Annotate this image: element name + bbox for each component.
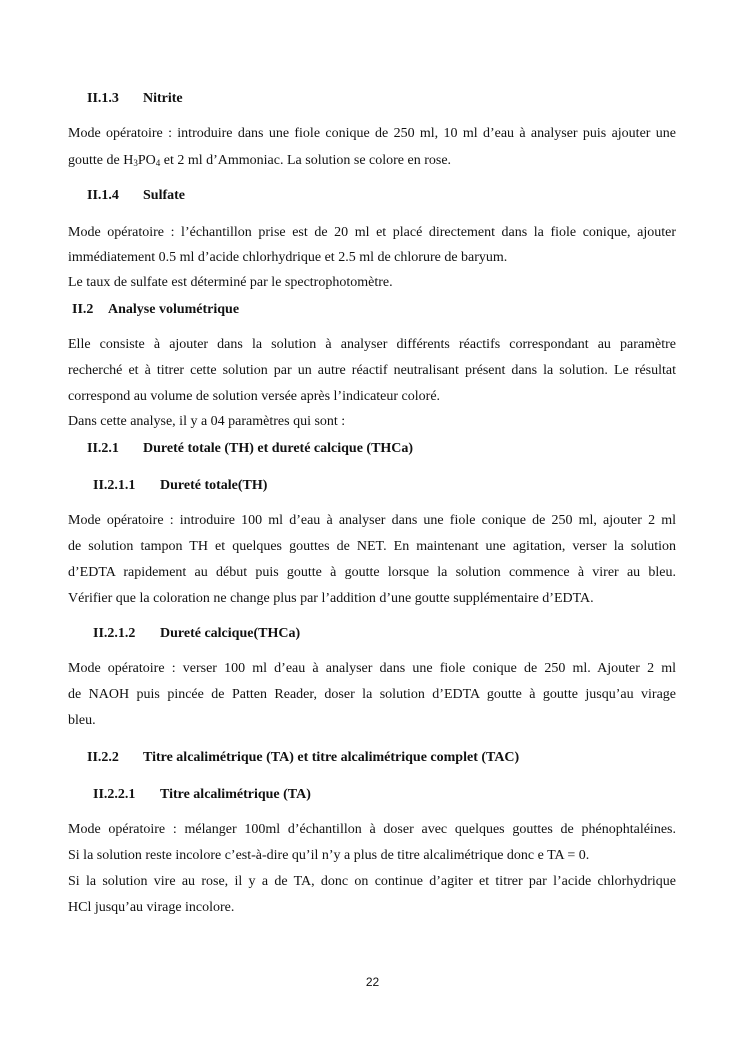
sulfate-line-1: Mode opératoire : l’échantillon prise est de 20 ml et placé directement dans la fiole conique, ajouter [68, 225, 676, 240]
subscript: 4 [155, 158, 161, 168]
heading-volumetric [72, 301, 240, 319]
ta-line-4: HCl jusqu’au virage incolore. [68, 900, 235, 915]
thca-line-1: Mode opératoire : verser 100 ml d’eau à analyser dans une fiole conique de 250 ml. Ajouter 2 ml [68, 661, 676, 676]
heading-number: II.2.1 [87, 441, 119, 456]
heading-title: Dureté totale(TH) [160, 478, 268, 493]
th-line-2: de solution tampon TH et quelques gouttes de NET. En maintenant une agitation, verser la solution [68, 539, 676, 554]
heading-number: II.1.4 [87, 188, 119, 203]
ta-line-1: Mode opératoire : mélanger 100ml d’échantillon à doser avec quelques gouttes de phénophtaléines. [68, 822, 676, 837]
nitrite-line-1: Mode opératoire : introduire dans une fiole conique de 250 ml, 10 ml d’eau à analyser puis ajouter une [68, 126, 676, 141]
volumetric-line-2: recherché et à titrer cette solution par un autre réactif neutralisant présent dans la solution. Le résultat [68, 363, 676, 378]
heading-title: Nitrite [143, 91, 183, 106]
heading-number: II.1.3 [87, 91, 119, 106]
heading-ta [93, 786, 311, 804]
heading-number: II.2.2 [87, 750, 119, 765]
heading-nitrite [87, 90, 183, 108]
heading-alkalimetric [87, 749, 520, 767]
ta-line-2: Si la solution reste incolore c’est-à-dire qu’il n’y a plus de titre alcalimétrique donc e TA = 0. [68, 848, 590, 863]
heading-title: Sulfate [143, 188, 185, 203]
th-line-1: Mode opératoire : introduire 100 ml d’eau à analyser dans une fiole conique de 250 ml, ajouter 2 ml [68, 513, 676, 528]
subscript: 3 [133, 158, 138, 168]
volumetric-line-3: correspond au volume de solution versée après l’indicateur coloré. [68, 389, 441, 404]
volumetric-line-4: Dans cette analyse, il y a 04 paramètres qui sont : [68, 414, 346, 429]
page-number: 22 [365, 975, 380, 989]
heading-number: II.2 [72, 302, 94, 317]
text-run: goutte de H [68, 153, 134, 168]
heading-total-hardness [93, 477, 268, 495]
ta-line-3: Si la solution vire au rose, il y a de TA, donc on continue d’agiter et titrer par l’acide chlorhydrique [68, 874, 676, 889]
thca-line-3: bleu. [68, 713, 96, 728]
heading-number: II.2.2.1 [93, 787, 136, 802]
heading-sulfate [87, 187, 185, 205]
th-line-4: Vérifier que la coloration ne change plus par l’addition d’une goutte supplémentaire d’EDTA. [68, 591, 594, 606]
th-line-3: d’EDTA rapidement au début puis goutte à goutte lorsque la solution commence à virer au bleu. [68, 565, 676, 580]
heading-hardness [87, 440, 414, 458]
thca-line-2: de NAOH puis pincée de Patten Reader, doser la solution d’EDTA goutte à goutte jusqu’au virage [68, 687, 676, 702]
heading-title: Analyse volumétrique [108, 302, 240, 317]
heading-title: Titre alcalimétrique (TA) [160, 787, 311, 802]
heading-title: Dureté totale (TH) et dureté calcique (THCa) [143, 441, 414, 456]
heading-title: Dureté calcique(THCa) [160, 626, 301, 641]
sulfate-line-2: immédiatement 0.5 ml d’acide chlorhydrique et 2.5 ml de chlorure de baryum. [68, 250, 508, 265]
heading-number: II.2.1.2 [93, 626, 136, 641]
heading-calcium-hardness [93, 625, 301, 643]
text-run: et 2 ml d’Ammoniac. La solution se colore en rose. [160, 153, 452, 168]
nitrite-line-2 [68, 152, 676, 170]
text-run: PO [137, 153, 156, 168]
heading-title: Titre alcalimétrique (TA) et titre alcalimétrique complet (TAC) [143, 750, 520, 765]
heading-number: II.2.1.1 [93, 478, 136, 493]
sulfate-line-3: Le taux de sulfate est déterminé par le spectrophotomètre. [68, 275, 393, 290]
volumetric-line-1: Elle consiste à ajouter dans la solution à analyser différents réactifs correspondant au paramètre [68, 337, 676, 352]
